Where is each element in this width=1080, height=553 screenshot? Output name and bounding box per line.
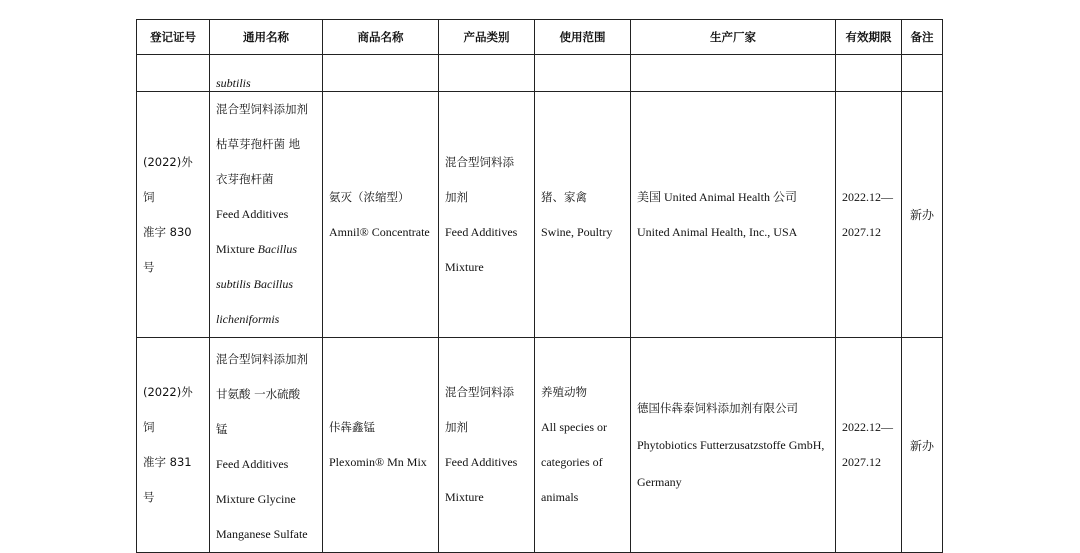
cell-empty [535, 55, 631, 92]
cell-reg-no: (2022)外饲 准字 831 号 [137, 338, 210, 553]
header-manufacturer: 生产厂家 [631, 20, 836, 55]
header-trade-name: 商品名称 [323, 20, 439, 55]
registration-table [136, 19, 943, 553]
cell-empty [323, 55, 439, 92]
header-scope: 使用范围 [535, 20, 631, 55]
header-reg-no: 登记证号 [137, 20, 210, 55]
cell-category: 混合型饲料添 加剂 Feed Additives Mixture [439, 92, 535, 338]
cell-trade-name: 佧犇鑫锰 Plexomin® Mn Mix [323, 338, 439, 553]
cell-empty [439, 55, 535, 92]
cell-scope: 养殖动物 All species or categories of animals [535, 338, 631, 553]
header-remarks: 备注 [902, 20, 943, 55]
cell-empty [836, 55, 902, 92]
cell-manufacturer: 德国佧犇泰饲料添加剂有限公司 Phytobiotics Futterzusatzstoffe GmbH, Germany [631, 338, 836, 553]
cell-remarks: 新办 [902, 338, 943, 553]
cell-reg-no: (2022)外饲 准字 830 号 [137, 92, 210, 338]
cell-empty [631, 55, 836, 92]
header-category: 产品类别 [439, 20, 535, 55]
cell-generic-name-continuation [210, 55, 323, 92]
cell-validity: 2022.12— 2027.12 [836, 338, 902, 553]
header-validity: 有效期限 [836, 20, 902, 55]
cell-generic-name: 混合型饲料添加剂 甘氨酸 一水硫酸 锰 Feed Additives Mixture Glycine Manganese Sulfate [210, 338, 323, 553]
cell-scope: 猪、家禽 Swine, Poultry [535, 92, 631, 338]
header-row [137, 20, 943, 55]
generic-name-tail: subtilis [216, 76, 251, 90]
cell-generic-name: 混合型饲料添加剂 枯草芽孢杆菌 地 衣芽孢杆菌 Feed Additives Mixture Bacillus subtilis Bacillus licheniformis [210, 92, 323, 338]
cell-remarks: 新办 [902, 92, 943, 338]
cell-trade-name: 氨灭（浓缩型） Amnil® Concentrate [323, 92, 439, 338]
cell-manufacturer: 美国 United Animal Health 公司 United Animal Health, Inc., USA [631, 92, 836, 338]
table-row [137, 92, 943, 338]
table-row [137, 338, 943, 553]
cell-validity: 2022.12— 2027.12 [836, 92, 902, 338]
table-row-continuation [137, 55, 943, 92]
header-generic-name: 通用名称 [210, 20, 323, 55]
cell-category: 混合型饲料添 加剂 Feed Additives Mixture [439, 338, 535, 553]
cell-empty [137, 55, 210, 92]
cell-empty [902, 55, 943, 92]
